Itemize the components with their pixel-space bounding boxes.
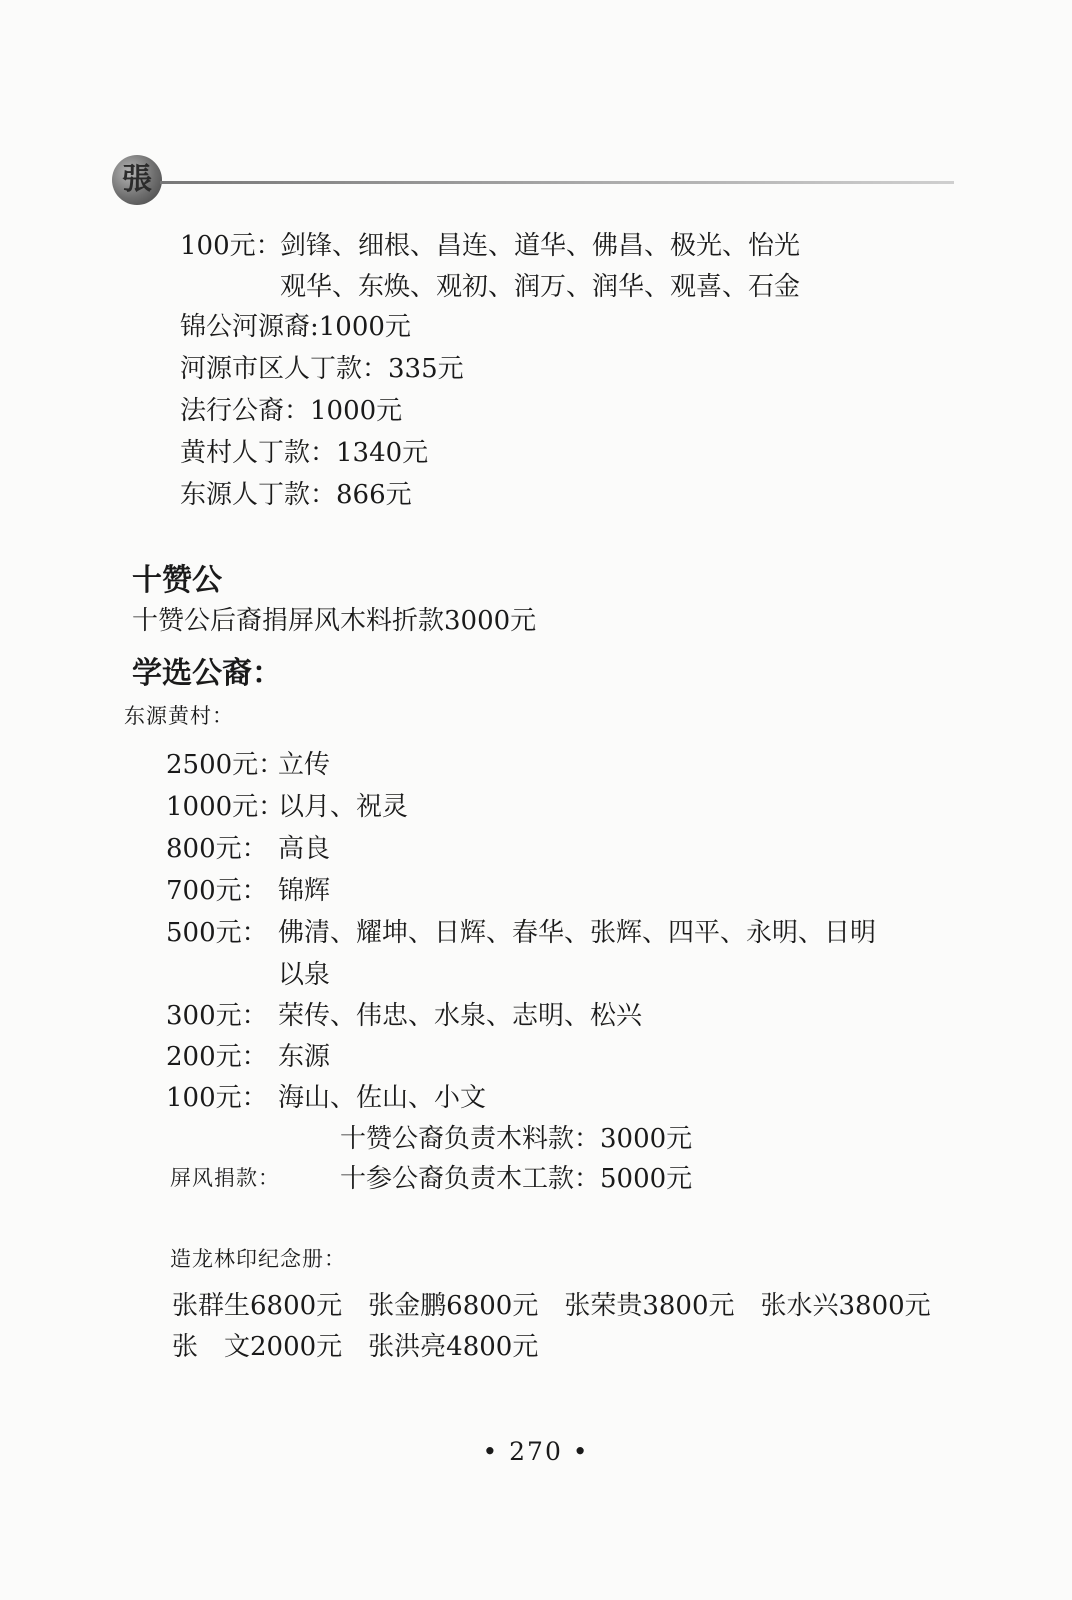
memorial-row — [172, 1326, 538, 1363]
donation-amount: 800元： — [166, 834, 268, 864]
memorial-entry: 张群生6800元 — [172, 1291, 343, 1321]
donor-names: 东源 — [278, 1042, 331, 1072]
donor-names: 佛清、耀坤、日辉、春华、张辉、四平、永明、日明 — [278, 918, 877, 948]
donation-amount: 200元： — [166, 1042, 268, 1072]
donor-names: 海山、佐山、小文 — [278, 1083, 487, 1113]
donation-amount: 2500元： — [166, 750, 285, 780]
summary-item: 锦公河源裔:1000元 — [180, 312, 411, 342]
donation-row — [166, 828, 330, 865]
donor-names: 以月、祝灵 — [278, 792, 409, 822]
donor-names: 立传 — [278, 750, 331, 780]
screen-wood-line: 十赞公裔负责木料款：3000元 — [340, 1124, 693, 1154]
donation-amount: 300元： — [166, 1001, 268, 1031]
donor-names: 高良 — [278, 834, 331, 864]
zhang-seal-logo: 張 — [112, 155, 162, 205]
donation-row — [166, 870, 330, 907]
donation-row — [166, 954, 330, 991]
memorial-entry: 张荣贵3800元 — [564, 1291, 735, 1321]
donation-amount: 100元： — [180, 231, 282, 261]
summary-item: 东源人丁款：866元 — [180, 480, 412, 510]
page-number: • 270 • — [482, 1437, 590, 1466]
page-header — [112, 155, 952, 205]
donation-amount: 700元： — [166, 876, 268, 906]
donor-names: 以泉 — [278, 960, 331, 990]
donation-row — [180, 225, 800, 262]
summary-item: 黄村人丁款：1340元 — [180, 438, 429, 468]
donation-row — [166, 744, 330, 781]
donor-names: 锦辉 — [278, 876, 331, 906]
donation-row — [166, 912, 876, 949]
section-heading-shizan: 十赞公 — [132, 563, 222, 598]
donation-row — [166, 1036, 330, 1073]
donation-amount: 500元： — [166, 918, 268, 948]
summary-item: 法行公裔：1000元 — [180, 396, 403, 426]
memorial-entry: 张金鹏6800元 — [368, 1291, 539, 1321]
screen-labor-line: 十参公裔负责木工款：5000元 — [340, 1164, 693, 1194]
summary-item: 河源市区人丁款：335元 — [180, 354, 464, 384]
memorial-entry: 张洪亮4800元 — [368, 1332, 539, 1362]
memorial-entry: 张 文2000元 — [172, 1332, 343, 1362]
donation-amount: 1000元： — [166, 792, 285, 822]
donation-amount: 100元： — [166, 1083, 268, 1113]
shizan-note: 十赞公后裔捐屏风木料折款3000元 — [132, 606, 537, 636]
memorial-entry: 张水兴3800元 — [760, 1291, 931, 1321]
subheading-dongyuan: 东源黄村： — [124, 704, 234, 728]
donor-names: 剑锋、细根、昌连、道华、佛昌、极光、怡光 — [280, 231, 801, 261]
donation-row — [166, 995, 642, 1032]
section-heading-xuexuan: 学选公裔： — [132, 656, 282, 691]
memorial-heading: 造龙林印纪念册： — [170, 1247, 346, 1271]
memorial-row — [172, 1285, 931, 1322]
header-rule — [160, 181, 954, 184]
donation-row — [166, 786, 408, 823]
donation-row — [166, 1077, 486, 1114]
donor-names-continued: 观华、东焕、观初、润万、润华、观喜、石金 — [280, 272, 801, 302]
screen-donation-label: 屏风捐款： — [170, 1166, 280, 1190]
donor-names: 荣传、伟忠、水泉、志明、松兴 — [278, 1001, 643, 1031]
